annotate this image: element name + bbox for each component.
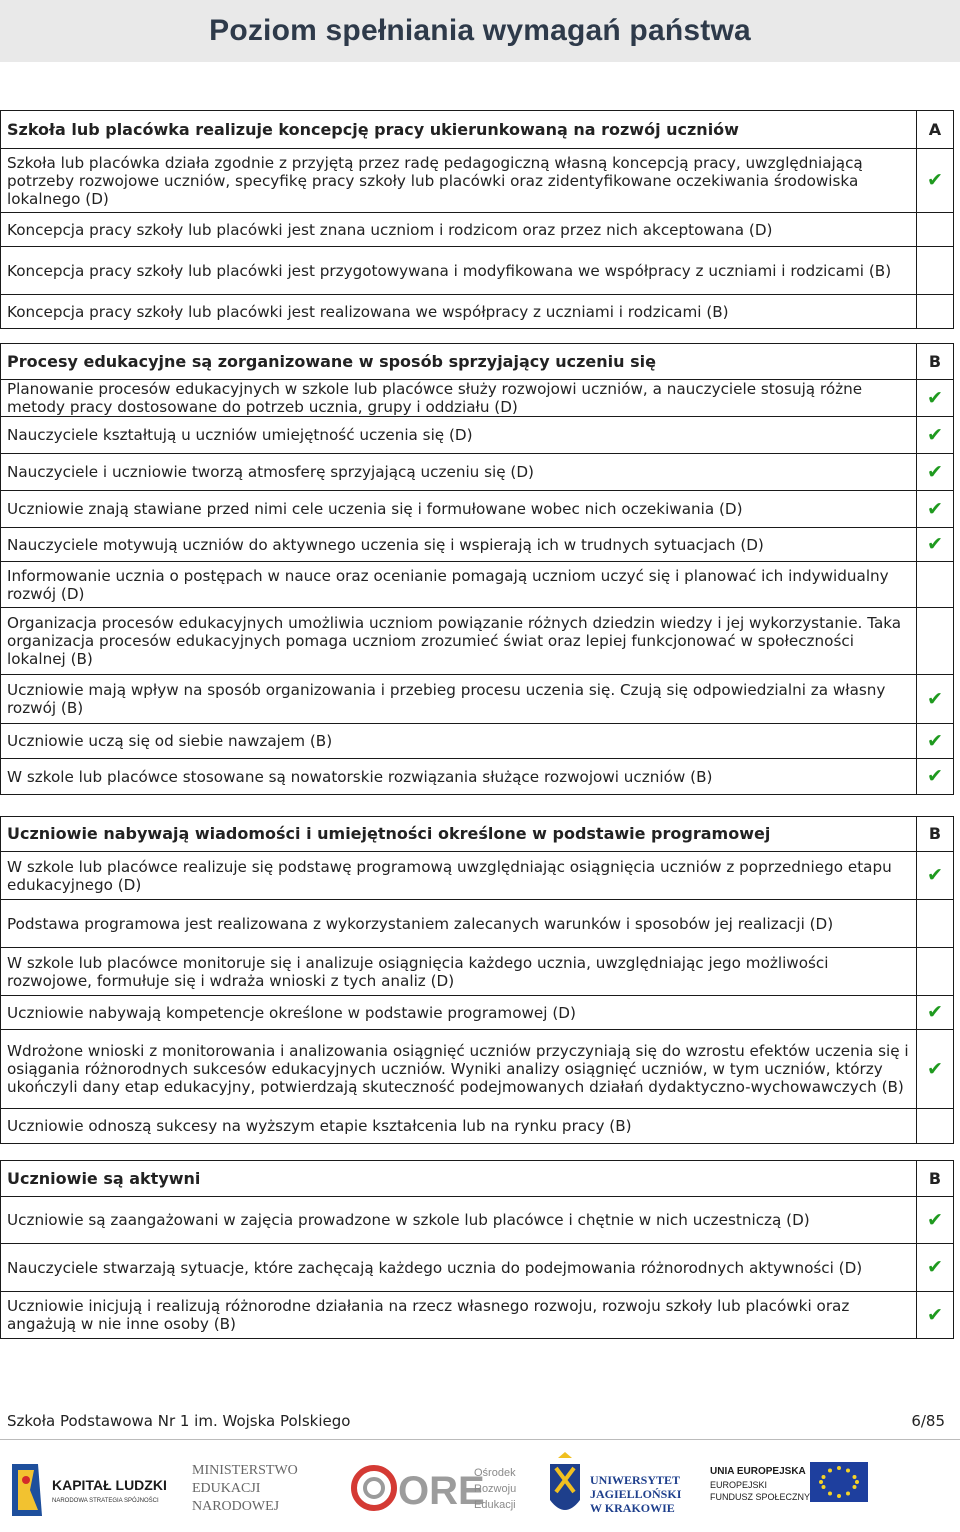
requirement-text: Uczniowie uczą się od siebie nawzajem (B) [1,724,917,759]
requirement-text: Szkoła lub placówka działa zgodnie z przyjętą przez radę pedagogiczną własną koncepcją pracy, uwzględniającą potrzeby rozwojowe uczniów, specyfikę pracy szkoły lub placówki oraz zidentyfikowane oczekiwania środowiska lokalnego (D) [1,149,917,213]
ore-mark: ORE [398,1469,485,1513]
requirement-row [1,149,954,213]
section-heading: Uczniowie nabywają wiadomości i umiejętności określone w podstawie programowej [1,817,917,852]
men-line3: NARODOWEJ [192,1499,280,1514]
requirement-status-cell [917,852,954,900]
requirement-section [0,110,954,329]
section-header-row [1,817,954,852]
requirement-row [1,1244,954,1292]
requirement-status-cell [917,528,954,562]
requirement-status-cell [917,417,954,454]
men-line2: EDUKACJI [192,1481,261,1496]
uj-logo [546,1450,686,1530]
requirement-row [1,454,954,491]
requirement-status-cell [917,1030,954,1109]
requirement-row [1,528,954,562]
requirement-row [1,996,954,1030]
checkmark-icon: ✔ [927,765,943,787]
footer-page-number: 6/85 [911,1412,945,1430]
requirement-text: Nauczyciele i uczniowie tworzą atmosferę sprzyjającą uczeniu się (D) [1,454,917,491]
checkmark-icon: ✔ [927,169,943,191]
requirement-row [1,1109,954,1144]
requirement-text: Koncepcja pracy szkoły lub placówki jest realizowana we współpracy z uczniami i rodzicami (B) [1,295,917,329]
requirement-text: Organizacja procesów edukacyjnych umożliwia uczniom powiązanie różnych dziedzin wiedzy i jej wykorzystanie. Taka organizacja procesów edukacyjnych pomaga uczniom zrozumieć świat oraz lepiej funkcjonować w społeczności lokalnej (B) [1,608,917,675]
requirement-section [0,816,954,1144]
section-header-row [1,1161,954,1197]
requirement-status-cell [917,724,954,759]
uj-line3: W KRAKOWIE [590,1501,675,1515]
requirement-row [1,852,954,900]
requirement-status-cell [917,247,954,295]
section-grade-cell [917,344,954,380]
checkmark-icon: ✔ [927,729,943,752]
requirement-text: Koncepcja pracy szkoły lub placówki jest przygotowywana i modyfikowana we współpracy z uczniami i rodzicami (B) [1,247,917,295]
requirement-text: Uczniowie mają wpływ na sposób organizowania i przebieg procesu uczenia się. Czują się odpowiedzialni za własny rozwój (B) [1,675,917,724]
requirement-row [1,1292,954,1339]
ue-logo [706,1450,876,1530]
requirement-row [1,900,954,948]
ue-line3: FUNDUSZ SPOŁECZNY [710,1492,811,1502]
section-heading: Szkoła lub placówka realizuje koncepcję pracy ukierunkowaną na rozwój uczniów [1,111,917,149]
requirement-section [0,343,954,795]
section-heading: Uczniowie są aktywni [1,1161,917,1197]
requirement-status-cell [917,759,954,795]
requirement-status-cell [917,675,954,724]
ore-line3: Edukacji [474,1499,516,1511]
requirement-text: Nauczyciele kształtują u uczniów umiejętność uczenia się (D) [1,417,917,454]
kapital-ludzki-subtitle: NARODOWA STRATEGIA SPÓJNOŚCI [52,1498,159,1504]
requirement-text: W szkole lub placówce monitoruje się i analizuje osiągnięcia każdego ucznia, uwzględniając jego możliwości rozwojowe, formułuje się i wdraża wnioski z tych analiz (D) [1,948,917,996]
checkmark-icon: ✔ [927,1208,943,1231]
requirement-section [0,1160,954,1339]
requirement-status-cell [917,1244,954,1292]
requirement-text: Uczniowie są zaangażowani w zajęcia prowadzone w szkole lub placówce i chętnie w nich uczestniczą (D) [1,1197,917,1244]
checkmark-icon: ✔ [927,1256,943,1278]
requirement-row [1,608,954,675]
requirement-status-cell [917,491,954,528]
page-footer [0,1412,960,1430]
section-grade: B [928,824,942,843]
ore-line2: Rozwoju [474,1483,517,1495]
requirement-text: Koncepcja pracy szkoły lub placówki jest znana uczniom i rodzicom oraz przez nich akceptowana (D) [1,213,917,247]
requirement-row [1,724,954,759]
requirement-row [1,380,954,417]
requirement-row [1,247,954,295]
requirement-text: Uczniowie nabywają kompetencje określone w podstawie programowej (D) [1,996,917,1030]
checkmark-icon: ✔ [927,1057,943,1080]
requirement-text: Nauczyciele stwarzają sytuacje, które zachęcają każdego ucznia do podejmowania różnorodnych aktywności (D) [1,1244,917,1292]
ore-logo [350,1450,530,1530]
men-line1: MINISTERSTWO [192,1463,298,1478]
section-grade: A [928,119,942,139]
requirement-text: Wdrożone wnioski z monitorowania i analizowania osiągnięć uczniów przyczyniają się do wzrostu efektów uczenia się i osiągania różnorodnych sukcesów edukacyjnych uczniów. Wyniki analizy osiągnięć uczniów, w tym uczniów, którzy ukończyli dany etap edukacyjny, potwierdzają skuteczność podejmowanych działań dydaktyczno-wychowawczych (B) [1,1030,917,1109]
requirement-status-cell [917,948,954,996]
section-header-row [1,111,954,149]
requirement-status-cell [917,608,954,675]
checkmark-icon: ✔ [927,423,943,446]
uj-line2: JAGIELLOŃSKI [590,1487,682,1501]
checkmark-icon: ✔ [927,1303,943,1326]
page-title: Poziom spełniania wymagań państwa [209,14,751,47]
requirement-text: W szkole lub placówce realizuje się podstawę programową uwzględniając osiągnięcia uczniów z poprzedniego etapu edukacyjnego (D) [1,852,917,900]
requirement-row [1,213,954,247]
requirement-row [1,948,954,996]
requirement-row [1,1030,954,1109]
requirement-row [1,417,954,454]
requirement-status-cell [917,996,954,1030]
checkmark-icon: ✔ [927,1001,943,1023]
requirement-status-cell [917,149,954,213]
ue-line2: EUROPEJSKI [710,1480,768,1490]
men-logo [190,1450,308,1530]
section-grade-cell [917,111,954,149]
requirement-status-cell [917,1109,954,1144]
requirement-status-cell [917,380,954,417]
section-grade: B [928,351,942,371]
requirement-status-cell [917,213,954,247]
requirement-text: Nauczyciele motywują uczniów do aktywnego uczenia się i wspierają ich w trudnych sytuacjach (D) [1,528,917,562]
requirement-text: Informowanie ucznia o postępach w nauce oraz ocenianie pomagają uczniom uczyć się i planować ich indywidualny rozwój (D) [1,562,917,608]
checkmark-icon: ✔ [927,533,943,555]
section-grade-cell [917,1161,954,1197]
kapital-ludzki-logo [8,1450,170,1530]
requirement-row [1,759,954,795]
page-title-bar [0,0,960,62]
checkmark-icon: ✔ [927,687,943,710]
checkmark-icon: ✔ [927,497,943,520]
requirement-row [1,491,954,528]
requirement-status-cell [917,900,954,948]
kapital-ludzki-title: KAPITAŁ LUDZKI [52,1477,167,1493]
section-heading: Procesy edukacyjne są zorganizowane w sposób sprzyjający uczeniu się [1,344,917,380]
requirement-status-cell [917,1197,954,1244]
requirement-row [1,295,954,329]
uj-line1: UNIWERSYTET [590,1473,681,1487]
requirement-status-cell [917,295,954,329]
requirement-row [1,1197,954,1244]
requirement-row [1,562,954,608]
requirement-text: Uczniowie odnoszą sukcesy na wyższym etapie kształcenia lub na rynku pracy (B) [1,1109,917,1144]
requirement-row [1,675,954,724]
requirement-status-cell [917,1292,954,1339]
checkmark-icon: ✔ [927,864,943,886]
ore-line1: Ośrodek [474,1467,516,1479]
footer-school-name: Szkoła Podstawowa Nr 1 im. Wojska Polskiego [7,1412,351,1430]
footer-divider [0,1439,960,1440]
checkmark-icon: ✔ [927,460,943,483]
requirement-status-cell [917,562,954,608]
section-grade-cell [917,817,954,852]
sponsor-logos [0,1450,960,1530]
requirement-text: W szkole lub placówce stosowane są nowatorskie rozwiązania służące rozwojowi uczniów (B) [1,759,917,795]
requirement-text: Uczniowie inicjują i realizują różnorodne działania na rzecz własnego rozwoju, rozwoju szkoły lub placówki oraz angażują w nie inne osoby (B) [1,1292,917,1339]
checkmark-icon: ✔ [927,386,943,409]
requirement-text: Uczniowie znają stawiane przed nimi cele uczenia się i formułowane wobec nich oczekiwania (D) [1,491,917,528]
requirement-text: Planowanie procesów edukacyjnych w szkole lub placówce służy rozwojowi uczniów, a nauczyciele stosują różne metody pracy dostosowane do potrzeb ucznia, grupy i oddziału (D) [1,380,917,417]
section-header-row [1,344,954,380]
section-grade: B [928,1168,942,1188]
ue-line1: UNIA EUROPEJSKA [710,1466,806,1477]
requirement-status-cell [917,454,954,491]
requirement-text: Podstawa programowa jest realizowana z wykorzystaniem zalecanych warunków i sposobów jej realizacji (D) [1,900,917,948]
